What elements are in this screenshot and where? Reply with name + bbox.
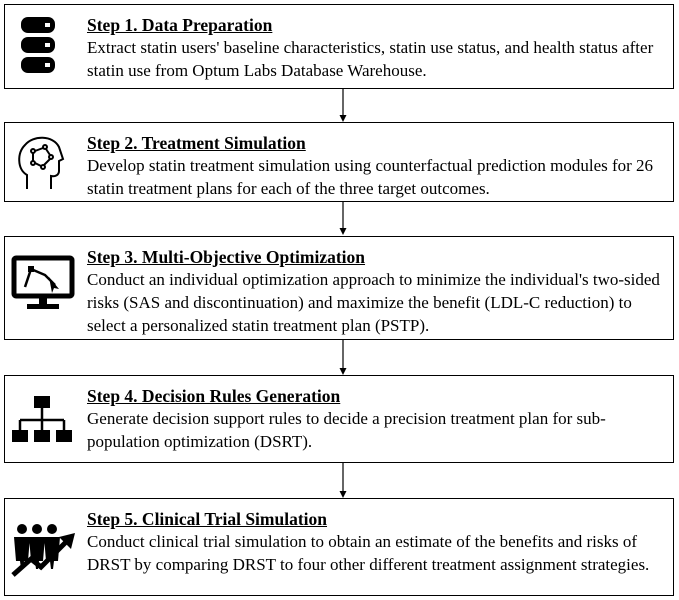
step-2-title: Step 2. Treatment Simulation (87, 133, 306, 153)
step-4-description: Generate decision support rules to decide a precision treatment plan for sub-population optimization (DSRT). (87, 409, 606, 451)
ai-head-icon (11, 129, 71, 200)
step-5-box (4, 498, 674, 596)
step-5-title: Step 5. Clinical Trial Simulation (87, 509, 328, 529)
step-2-description: Develop statin treatment simulation using counterfactual prediction modules for 26 statin treatment plans for each of the three target outcomes. (87, 156, 654, 198)
step-1-box (4, 4, 674, 89)
step-1-title: Step 1. Data Preparation (87, 15, 273, 35)
step-2-box (4, 122, 674, 202)
step-3-description: Conduct an individual optimization approach to minimize the individual's two-sided risks (SAS and discontinuation) and maximize the benefit (LDL-C reduction) to select a personalized statin treatment plan (PSTP). (87, 270, 660, 335)
monitor-optimization-icon (11, 255, 75, 318)
step-4-title: Step 4. Decision Rules Generation (87, 386, 341, 406)
database-icon (11, 13, 69, 84)
people-growth-icon (11, 521, 81, 582)
step-1-description: Extract statin users' baseline characteristics, statin use status, and health status after statin use from Optum Labs Database Warehouse. (87, 38, 654, 80)
step-4-box (4, 375, 674, 463)
step-5-description: Conduct clinical trial simulation to obtain an estimate of the benefits and risks of DRST by comparing DRST to four other different treatment assignment strategies. (87, 532, 650, 574)
step-3-title: Step 3. Multi-Objective Optimization (87, 247, 366, 267)
step-3-box (4, 236, 674, 340)
hierarchy-icon (11, 394, 73, 453)
